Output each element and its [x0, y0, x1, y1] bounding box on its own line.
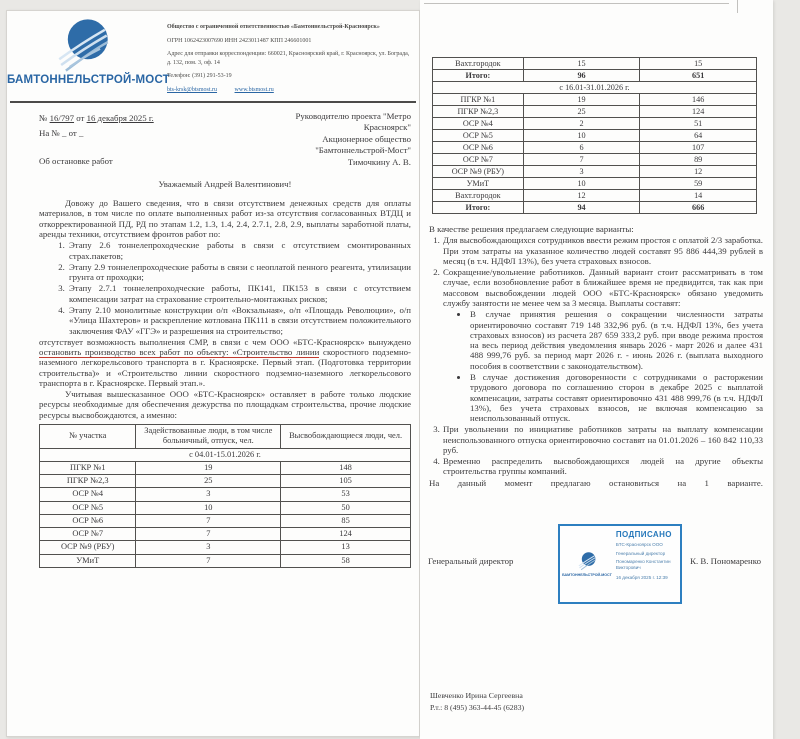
- stamp-status-label: ПОДПИСАНО: [615, 530, 672, 539]
- stamp-role: Генеральный директор: [615, 550, 666, 556]
- solutions-intro: В качестве решения предлагаем следующие варианты:: [429, 224, 634, 234]
- signer-title: Генеральный директор: [428, 556, 514, 566]
- table-row: ПГКР №2,3 25 124: [433, 106, 757, 118]
- addressee-line: "Бамтоннельстрой-Мост": [315, 145, 411, 156]
- stoppage-reasons-list: [39, 240, 411, 336]
- variant-item: 2. Сокращение/увольнение работников. Данный вариант стоит рассматривать в том случае, если возобновление работ в ближайшее время не предвидится, так как при массовом высвобождении людей ООО «БТС-Красноярск» обязано уведомить службу занятости не менее чем за 3 месяца. Выплаты составят: • В случае принятия решения о сокращении численности затраты ориентировочно составят 719 148 332,96 руб. (в т.ч. НДФЛ 13%, без учета страховых взносов) из расчета 287 659 333,2 руб. при вводе режима простоя на весь период действия уведомления январь 2026 - март 2026 и далее 431 488 999,76 руб. за период март 2026 г. - июнь 2026 г. (выплата выходного пособия в соответствии с законодательством). • В случае достижения договоренности с сотрудниками о расторжении трудового договора по соглашению сторон в декабре 2025 с выплатой компенсации, затраты составят ориентировочно 431 488 999,76 (в т.ч. НДФЛ 13%), без учета страховых взносов, не включая компенсацию за неиспользованный отпуск.: [442, 267, 763, 423]
- list-item: 4. Этапу 2.10 монолитные конструкции о/п «Вокзальная», о/п «Площадь Революции», о/п «Улица Шахтеров» и раскрепление котлована ПК111 в связи отсутствием положительного заключения ФАУ «ГГЭ» и разрешения на строительство;: [67, 305, 411, 336]
- staff-table-page2: [432, 57, 757, 214]
- executor-name: Шевченко Ирина Сергеевна: [430, 691, 523, 700]
- letter-page-2: [420, 0, 773, 739]
- company-address: Адрес для отправки корреспонденции: 660021, Красноярский край, г. Красноярск, ул. Бограда, д. 132, пом. 3, оф. 14: [167, 51, 410, 66]
- table-row: ОСР №4 3 53: [40, 488, 411, 501]
- col-header: Высвобождающиеся люди, чел.: [281, 425, 411, 449]
- solution-variants-list: [429, 235, 763, 476]
- table-row: ОСР №6 6 107: [433, 142, 757, 154]
- table-row: УМиТ 10 59: [433, 178, 757, 190]
- company-requisites: [167, 23, 413, 95]
- paragraph-intro: Довожу до Вашего сведения, что в связи отсутствием денежных средств для оплаты материалов, в том числе по оплате выполненных работ из-за отсутствия согласованных ВТДЦ и откорректированной ПД, РД по этапам 1.2, 1.3, 1.4, 2.4, 2.7.1, 2.8, 2.9, выплаты заработной платы, аренды техники, отсутствием фронтов работ по:: [39, 198, 411, 239]
- company-logo-icon: [45, 17, 121, 73]
- company-phone: Телефон: (391) 291-53-19: [167, 73, 232, 79]
- table-row: Вахт.городок 15 15: [433, 58, 757, 70]
- company-website-link[interactable]: www.btsmost.ru: [234, 87, 274, 93]
- letter-subject: Об остановке работ: [39, 155, 113, 166]
- company-ogrn: ОГРН 1062423007690 ИНН 2423011487 КПП 246601001: [167, 38, 312, 44]
- table-row: ОСР №7 7 89: [433, 154, 757, 166]
- page-frame-top-line: [424, 3, 729, 4]
- letter-page-1: [6, 10, 420, 737]
- stamp-logo-text: БАМТОННЕЛЬСТРОЙ-МОСТ: [562, 573, 612, 577]
- col-header: Задействованные люди, в том числе больничный, отпуск, чел.: [136, 425, 281, 449]
- table-row: Вахт.городок 12 14: [433, 190, 757, 202]
- paragraph-resources: Учитывая вышесказанное ООО «БТС-Красноярск» оставляет в работе только людские ресурсы необходимые для обеспечения дежурства по площадкам строительства, прочие людские ресурсы высвобождаются, а именно:: [39, 389, 411, 420]
- incoming-reference-line: На № _ от _: [39, 127, 84, 138]
- table-row: УМиТ 7 58: [40, 554, 411, 567]
- list-item: 2. Этапу 2.9 тоннелепроходческие работы в связи с неоплатой пенного реагента, утилизации грунта от проходки;: [67, 262, 411, 283]
- table-header-row: [40, 425, 411, 449]
- staff-table-page1: [39, 424, 411, 568]
- period-row: с 04.01-15.01.2026 г.: [40, 448, 411, 461]
- period-row: с 16.01-31.01.2026 г.: [433, 82, 757, 94]
- table-row: ОСР №9 (РБУ) 3 13: [40, 541, 411, 554]
- outgoing-number-line: № 16/797 от 16 декабря 2025 г.: [39, 113, 154, 123]
- stamp-details: [614, 526, 680, 602]
- table-row: ОСР №6 7 85: [40, 514, 411, 527]
- company-logo-block: [7, 17, 170, 86]
- outgoing-number: 16/797: [49, 113, 75, 123]
- stamp-logo-icon: [574, 551, 600, 571]
- table-row: ПГКР №1 19 146: [433, 94, 757, 106]
- addressee-block: [295, 111, 411, 169]
- variant-item: 1. Для высвобождающихся сотрудников ввести режим простоя с оплатой 2/3 заработка. При этом затраты на указанное количество людей составят 95 886 444,39 рублей в месяц (в т.ч. НДФЛ 13%), без учета страховых взносов.: [442, 235, 763, 266]
- executor-contact: [430, 690, 524, 713]
- letterhead-divider: [10, 101, 416, 103]
- list-item: 3. Этапу 2.7.1 тоннелепроходческие работы, ПК141, ПК153 в связи с отсутствием компенсации затрат на страхование строительно-монтажных рисков;: [67, 283, 411, 304]
- table-row: ОСР №4 2 51: [433, 118, 757, 130]
- list-item: 1. Этапу 2.6 тоннелепроходческие работы в связи с отсутствием смонтированных страх.пакетов;: [67, 240, 411, 261]
- table-row: ОСР №7 7 124: [40, 528, 411, 541]
- reference-block: [39, 111, 411, 169]
- table-row: ПГКР №1 19 148: [40, 461, 411, 474]
- digital-signature-stamp: [558, 524, 682, 604]
- page-frame-corner-line: [737, 0, 738, 13]
- executor-phone: Р.т.: 8 (495) 363-44-45 (6283): [430, 702, 525, 712]
- company-logo-text: БАМТОННЕЛЬСТРОЙ-МОСТ: [7, 74, 170, 86]
- table-row: ОСР №5 10 50: [40, 501, 411, 514]
- solutions-block: [429, 224, 763, 488]
- stamp-logo-block: [560, 526, 614, 602]
- addressee-line: Руководителю проекта "Метро: [295, 111, 411, 121]
- red-underlined-phrase: остановить производство всех работ по объекту: «Строительство линии: [39, 347, 320, 358]
- total-row: Итого: 96 651: [433, 70, 757, 82]
- subbullet-item: • В случае достижения договоренности с сотрудниками о расторжении трудового договора по соглашению сторон в декабре 2025 с выплатой компенсации, затраты составят ориентировочно 431 488 999,76 (в т.ч. НДФЛ 13%), без учета страховых взносов, не включая компенсацию за неиспользованный отпуск.: [469, 372, 763, 423]
- variant-item: 3. При увольнении по инициативе работников затраты на выплату компенсации неиспользованного отпуска ориентировочно составят на 01.01.2026 – 160 842 110,33 руб.: [442, 424, 763, 455]
- col-header: № участка: [40, 425, 136, 449]
- closing-statement: На данный момент предлагаю остановиться на 1 варианте.: [429, 477, 763, 488]
- table-row: ОСР №5 10 64: [433, 130, 757, 142]
- addressee-line: Красноярск": [363, 122, 411, 133]
- outgoing-reference: [39, 111, 154, 169]
- stamp-datetime: 16 декабря 2025 г. 12:39: [615, 574, 668, 580]
- company-email-link[interactable]: bts-krsk@btsmost.ru: [167, 87, 218, 93]
- table-row: ОСР №9 (РБУ) 3 12: [433, 166, 757, 178]
- subbullet-item: • В случае принятия решения о сокращении численности затраты ориентировочно составят 719 148 332,96 руб. (в т.ч. НДФЛ 13%, без учета страховых взносов) из расчета 287 659 333,2 руб. при вводе режима простоя на весь период действия уведомления январь 2026 - март 2026 и далее 431 488 999,76 руб. за период март 2026 г. - июнь 2026 г. (выплата выходного пособия в соответствии с законодательством).: [469, 309, 763, 371]
- addressee-line: Тимочкину А. В.: [347, 156, 411, 167]
- signer-name: К. В. Пономаренко: [690, 556, 761, 566]
- outgoing-date: 16 декабря 2025 г.: [86, 113, 154, 123]
- company-name: Общество с ограниченной ответственностью «Бамтоннельстрой-Красноярск»: [167, 24, 380, 30]
- table-row: ПГКР №2,3 25 105: [40, 475, 411, 488]
- variant-item: 4. Временно распределить высвобождающихся людей на другие объекты строительства группы компаний.: [442, 456, 763, 477]
- variant-subbullets: [457, 309, 763, 423]
- letterhead: [7, 11, 419, 103]
- letter-body: [39, 179, 411, 568]
- stamp-person: Пономаренко Константин Викторович: [615, 559, 671, 571]
- stamp-org: БТС-Красноярск ООО: [615, 542, 663, 547]
- paragraph-stop-works: отсутствует возможность выполнения СМР, в связи с чем ООО «БТС-Красноярск» вынуждено остановить производство всех работ по объекту: «Строительство линии скоростного подземно-наземного легкорельсового транспорта в г. Красноярске. Первый этап. (Подготовка территории строительства)» и «Строительство линии скоростного подземно-наземного легкорельсового транспорта в г. Красноярске. Первый этап.».: [39, 336, 411, 388]
- salutation: Уважаемый Андрей Валентинович!: [158, 178, 292, 189]
- total-row: Итого: 94 666: [433, 202, 757, 214]
- addressee-line: Акционерное общество: [322, 133, 411, 144]
